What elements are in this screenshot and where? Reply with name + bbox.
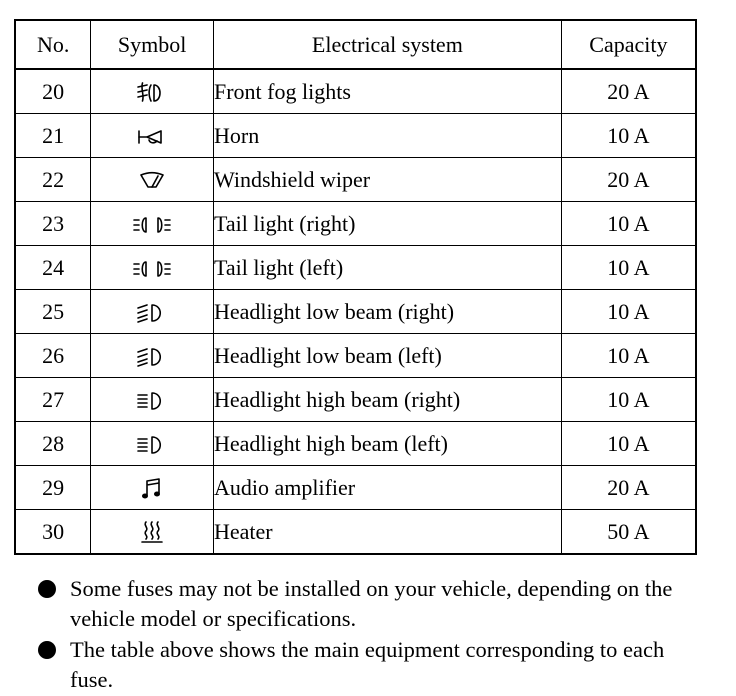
capacity: 10 A: [561, 246, 696, 290]
electrical-system: Tail light (right): [214, 202, 562, 246]
electrical-system: Headlight high beam (left): [214, 422, 562, 466]
electrical-system: Headlight low beam (left): [214, 334, 562, 378]
table-row: [15, 422, 696, 466]
table-row: [15, 202, 696, 246]
table-row: [15, 114, 696, 158]
table-row: [15, 69, 696, 114]
horn-icon: [135, 127, 169, 147]
table-row: [15, 378, 696, 422]
fuse-number: 27: [15, 378, 91, 422]
capacity: 20 A: [561, 466, 696, 510]
capacity: 50 A: [561, 510, 696, 555]
note-text: Some fuses may not be installed on your vehicle, depending on the vehicle model or specifications.: [70, 576, 673, 631]
symbol-cell: [91, 334, 214, 378]
header-no: No.: [15, 20, 91, 69]
header-row: [15, 20, 696, 69]
electrical-system: Windshield wiper: [214, 158, 562, 202]
capacity: 10 A: [561, 114, 696, 158]
capacity: 10 A: [561, 202, 696, 246]
symbol-cell: [91, 290, 214, 334]
tail-light-icon: [132, 259, 172, 279]
fuse-number: 25: [15, 290, 91, 334]
symbol-cell: [91, 510, 214, 555]
symbol-cell: [91, 158, 214, 202]
windshield-wiper-icon: [137, 170, 167, 192]
fuse-number: 24: [15, 246, 91, 290]
fuse-table: [14, 19, 697, 555]
symbol-cell: [91, 422, 214, 466]
fuse-number: 30: [15, 510, 91, 555]
note-text: The table above shows the main equipment corresponding to each fuse.: [70, 637, 665, 692]
symbol-cell: [91, 466, 214, 510]
table-row: [15, 510, 696, 555]
high-beam-icon: [135, 434, 169, 456]
electrical-system: Heater: [214, 510, 562, 555]
fuse-number: 28: [15, 422, 91, 466]
capacity: 10 A: [561, 378, 696, 422]
table-header: [15, 20, 696, 69]
symbol-cell: [91, 378, 214, 422]
capacity: 10 A: [561, 334, 696, 378]
bullet-icon: [38, 580, 56, 598]
high-beam-icon: [135, 390, 169, 412]
electrical-system: Headlight high beam (right): [214, 378, 562, 422]
electrical-system: Horn: [214, 114, 562, 158]
bullet-icon: [38, 641, 56, 659]
low-beam-icon: [135, 302, 169, 324]
audio-amplifier-icon: [139, 477, 165, 501]
fuse-number: 23: [15, 202, 91, 246]
note-item: [36, 635, 706, 695]
capacity: 10 A: [561, 290, 696, 334]
symbol-cell: [91, 246, 214, 290]
front-fog-light-icon: [135, 82, 169, 104]
fuse-number: 21: [15, 114, 91, 158]
low-beam-icon: [135, 346, 169, 368]
capacity: 20 A: [561, 69, 696, 114]
table-row: [15, 290, 696, 334]
capacity: 10 A: [561, 422, 696, 466]
tail-light-icon: [132, 215, 172, 235]
header-symbol: Symbol: [91, 20, 214, 69]
fuse-number: 20: [15, 69, 91, 114]
notes-list: [36, 574, 706, 696]
electrical-system: Tail light (left): [214, 246, 562, 290]
symbol-cell: [91, 69, 214, 114]
heater-icon: [138, 519, 166, 545]
table-body: [15, 69, 696, 554]
table-row: [15, 466, 696, 510]
fuse-number: 26: [15, 334, 91, 378]
electrical-system: Audio amplifier: [214, 466, 562, 510]
electrical-system: Headlight low beam (right): [214, 290, 562, 334]
fuse-number: 29: [15, 466, 91, 510]
symbol-cell: [91, 114, 214, 158]
fuse-number: 22: [15, 158, 91, 202]
symbol-cell: [91, 202, 214, 246]
note-item: [36, 574, 706, 634]
table-row: [15, 334, 696, 378]
table-row: [15, 158, 696, 202]
electrical-system: Front fog lights: [214, 69, 562, 114]
header-capacity: Capacity: [561, 20, 696, 69]
header-electrical-system: Electrical system: [214, 20, 562, 69]
table-row: [15, 246, 696, 290]
capacity: 20 A: [561, 158, 696, 202]
